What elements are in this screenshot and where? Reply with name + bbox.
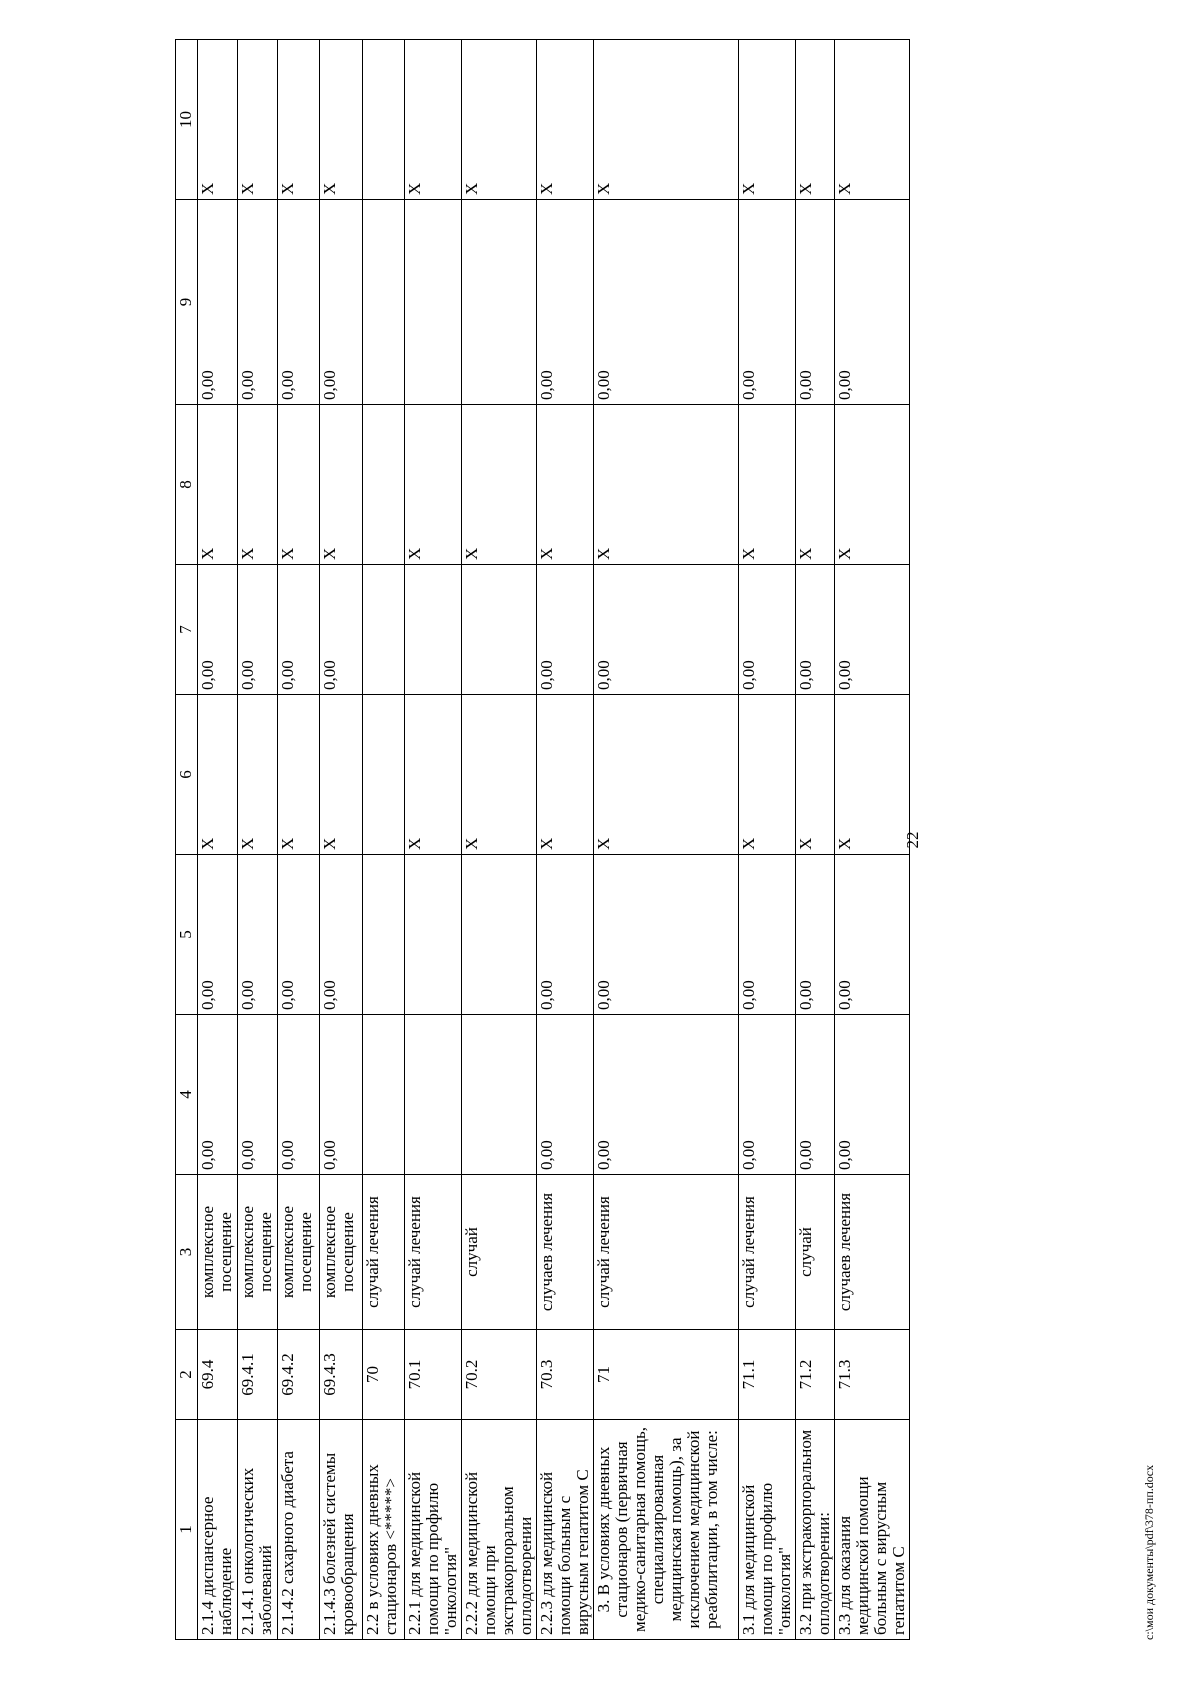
row-label-cell: 3.2 при экстракорпоральном оплодотворении: <box>796 1420 835 1640</box>
table-cell: случай лечения <box>363 1175 405 1330</box>
table-cell: Х <box>739 40 796 200</box>
table-cell: 0,00 <box>198 1015 238 1175</box>
table-cell: Х <box>198 40 238 200</box>
row-label-cell: 2.1.4.3 болезней системы кровообращения <box>320 1420 363 1640</box>
table-cell: 0,00 <box>594 1015 739 1175</box>
table-cell: 70.1 <box>405 1330 462 1420</box>
table-cell: Х <box>594 695 739 855</box>
table-cell <box>363 200 405 405</box>
table-cell: 0,00 <box>278 855 320 1015</box>
column-header: 7 <box>176 565 198 695</box>
table-cell: Х <box>278 40 320 200</box>
row-label-cell: 2.1.4 диспансерное наблюдение <box>198 1420 238 1640</box>
table-cell: Х <box>320 40 363 200</box>
table-cell: комплексное посещение <box>278 1175 320 1330</box>
table-row <box>363 40 405 1640</box>
row-label-cell: 2.2.1 для медицинской помощи по профилю "онкология" <box>405 1420 462 1640</box>
table-cell: Х <box>405 40 462 200</box>
table-cell: Х <box>278 405 320 565</box>
table-cell: 0,00 <box>320 855 363 1015</box>
table-row <box>462 40 537 1640</box>
table-cell: 0,00 <box>796 200 835 405</box>
row-label-cell: 2.1.4.1 онкологических заболеваний <box>238 1420 278 1640</box>
table-cell: 0,00 <box>320 200 363 405</box>
table-cell <box>363 855 405 1015</box>
table-cell <box>363 1015 405 1175</box>
table-cell <box>405 1015 462 1175</box>
table-cell: Х <box>537 405 594 565</box>
table-cell: случай <box>796 1175 835 1330</box>
table-cell: Х <box>537 695 594 855</box>
table-cell: 0,00 <box>537 565 594 695</box>
table-cell <box>363 405 405 565</box>
column-header: 8 <box>176 405 198 565</box>
table-cell: 71.1 <box>739 1330 796 1420</box>
table-cell: 0,00 <box>835 200 910 405</box>
table-cell: 69.4 <box>198 1330 238 1420</box>
table-cell: Х <box>405 405 462 565</box>
table-cell: Х <box>405 695 462 855</box>
table-cell: 0,00 <box>278 565 320 695</box>
table-cell <box>462 565 537 695</box>
table-cell <box>462 1015 537 1175</box>
table-row <box>320 40 363 1640</box>
table-cell: Х <box>739 695 796 855</box>
table-row <box>537 40 594 1640</box>
table-cell <box>462 855 537 1015</box>
column-header: 9 <box>176 200 198 405</box>
table-cell: 71 <box>594 1330 739 1420</box>
table-cell: 70.3 <box>537 1330 594 1420</box>
table-cell <box>405 855 462 1015</box>
table-cell: 0,00 <box>198 565 238 695</box>
table-cell: Х <box>796 40 835 200</box>
table-cell: 0,00 <box>594 200 739 405</box>
table-cell: Х <box>320 405 363 565</box>
table-cell: Х <box>198 405 238 565</box>
table-cell: 0,00 <box>537 1015 594 1175</box>
row-label-cell: 3.3 для оказания медицинской помощи больным с вирусным гепатитом С <box>835 1420 910 1640</box>
table-row <box>238 40 278 1640</box>
table-cell: Х <box>320 695 363 855</box>
table-cell: 0,00 <box>537 200 594 405</box>
table-cell: случаев лечения <box>537 1175 594 1330</box>
table-cell: комплексное посещение <box>238 1175 278 1330</box>
column-header: 1 <box>176 1420 198 1640</box>
table-cell <box>363 40 405 200</box>
table-cell: 0,00 <box>835 565 910 695</box>
table-cell: случай лечения <box>594 1175 739 1330</box>
table-cell: 0,00 <box>739 855 796 1015</box>
rotated-page <box>175 40 1156 1640</box>
table-cell: 71.2 <box>796 1330 835 1420</box>
table-cell: 0,00 <box>320 565 363 695</box>
table-cell: 70 <box>363 1330 405 1420</box>
table-cell: Х <box>278 695 320 855</box>
table-cell: 0,00 <box>278 200 320 405</box>
column-header: 5 <box>176 855 198 1015</box>
table-cell: случай <box>462 1175 537 1330</box>
table-cell: 0,00 <box>594 855 739 1015</box>
table-row <box>835 40 910 1640</box>
table-cell: случай лечения <box>405 1175 462 1330</box>
table-cell: 0,00 <box>278 1015 320 1175</box>
table-cell: 0,00 <box>238 1015 278 1175</box>
row-label-cell: 2.2 в условиях дневных стационаров <*****> <box>363 1420 405 1640</box>
row-label-cell: 2.1.4.2 сахарного диабета <box>278 1420 320 1640</box>
table-cell: 0,00 <box>739 200 796 405</box>
table-cell: 0,00 <box>835 1015 910 1175</box>
table-cell: 0,00 <box>594 565 739 695</box>
table-cell: Х <box>594 405 739 565</box>
table-cell: Х <box>594 40 739 200</box>
footer-file-path: c:\мои документы\pdf\378-пп.docx <box>1142 1464 1156 1640</box>
table-cell <box>405 565 462 695</box>
table-cell: Х <box>796 695 835 855</box>
table-cell <box>405 200 462 405</box>
row-label-cell: 3. В условиях дневных стационаров (первичная медико-санитарная помощь, специализированная медицинская помощь), за исключением медицинской реабилитации, в том числе: <box>594 1420 739 1640</box>
table-cell: Х <box>238 695 278 855</box>
table-cell: Х <box>238 405 278 565</box>
table-cell: Х <box>537 40 594 200</box>
table-cell: 69.4.1 <box>238 1330 278 1420</box>
table-cell <box>363 565 405 695</box>
data-table <box>175 39 910 1640</box>
table-cell: 0,00 <box>198 200 238 405</box>
table-cell: Х <box>462 695 537 855</box>
table-cell: комплексное посещение <box>320 1175 363 1330</box>
table-cell: Х <box>462 40 537 200</box>
table-cell: 70.2 <box>462 1330 537 1420</box>
table-cell: Х <box>462 405 537 565</box>
table-cell: Х <box>835 695 910 855</box>
table-cell: 0,00 <box>835 855 910 1015</box>
page-number: 22 <box>903 831 922 849</box>
table-row <box>796 40 835 1640</box>
table-cell: 0,00 <box>238 200 278 405</box>
table-row <box>739 40 796 1640</box>
column-header: 3 <box>176 1175 198 1330</box>
column-header: 6 <box>176 695 198 855</box>
column-header: 10 <box>176 40 198 200</box>
table-cell: Х <box>238 40 278 200</box>
table-cell: 0,00 <box>198 855 238 1015</box>
row-label-cell: 2.2.3 для медицинской помощи больным с вирусным гепатитом С <box>537 1420 594 1640</box>
table-cell: 0,00 <box>796 1015 835 1175</box>
table-cell: 0,00 <box>739 1015 796 1175</box>
table-cell: 0,00 <box>796 565 835 695</box>
table-cell <box>462 200 537 405</box>
table-cell: Х <box>835 405 910 565</box>
table-cell: случаев лечения <box>835 1175 910 1330</box>
table-cell: 0,00 <box>238 855 278 1015</box>
column-header: 4 <box>176 1015 198 1175</box>
row-label-cell: 2.2.2 для медицинской помощи при экстракорпоральном оплодотворении <box>462 1420 537 1640</box>
table-cell: 71.3 <box>835 1330 910 1420</box>
table-cell: Х <box>739 405 796 565</box>
table-cell: комплексное посещение <box>198 1175 238 1330</box>
table-cell: 69.4.3 <box>320 1330 363 1420</box>
column-header: 2 <box>176 1330 198 1420</box>
table-cell: 0,00 <box>537 855 594 1015</box>
table-cell: 0,00 <box>796 855 835 1015</box>
table-cell: случай лечения <box>739 1175 796 1330</box>
table-header-row <box>176 40 198 1640</box>
table-cell <box>363 695 405 855</box>
table-row <box>278 40 320 1640</box>
table-cell: 0,00 <box>320 1015 363 1175</box>
table-cell: Х <box>835 40 910 200</box>
row-label-cell: 3.1 для медицинской помощи по профилю "онкология" <box>739 1420 796 1640</box>
table-cell: Х <box>198 695 238 855</box>
table-row <box>594 40 739 1640</box>
table-cell: 0,00 <box>238 565 278 695</box>
table-cell: Х <box>796 405 835 565</box>
table-row <box>405 40 462 1640</box>
table-row <box>198 40 238 1640</box>
table-cell: 69.4.2 <box>278 1330 320 1420</box>
table-cell: 0,00 <box>739 565 796 695</box>
